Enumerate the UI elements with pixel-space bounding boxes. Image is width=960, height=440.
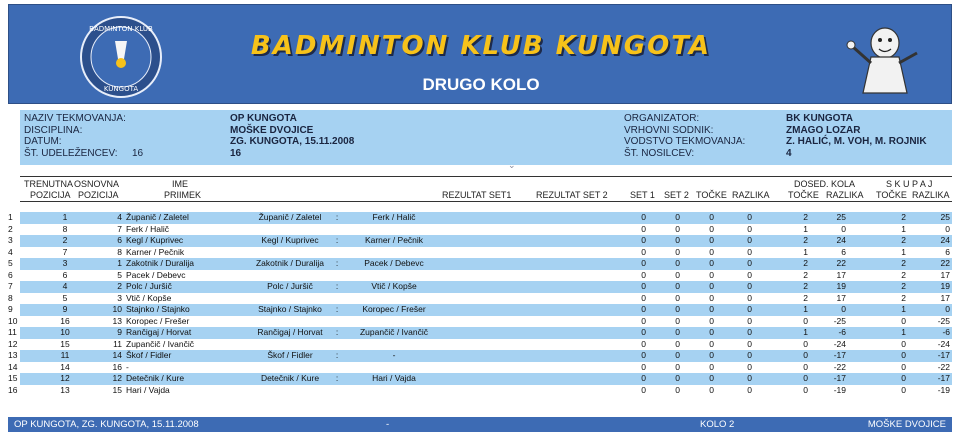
cell-dt: 0 — [803, 384, 808, 395]
logo-text-bottom: KUNGOTA — [103, 85, 139, 93]
cell-dr: -19 — [833, 384, 846, 395]
cell-dr: 25 — [836, 212, 846, 222]
cell-cur: 12 — [60, 373, 70, 383]
cell-s2: 0 — [675, 269, 680, 280]
cell-r: 0 — [747, 315, 752, 326]
cell-dt: 2 — [803, 235, 808, 245]
cell-dr: -17 — [833, 373, 846, 383]
cell-m-a: Polc / Juršič — [267, 281, 313, 291]
col-pozicija-base: POZICIJA — [78, 190, 119, 200]
cell-st: 0 — [901, 338, 906, 349]
cell-m-b: Zupančič / Ivančič — [359, 327, 429, 337]
col-ime: IME — [172, 179, 189, 189]
cell-m-a: Škof / Fidler — [267, 350, 313, 360]
cell-dr: 6 — [841, 246, 846, 257]
cell-sr: -19 — [937, 384, 950, 395]
cell-t: 0 — [709, 235, 714, 245]
cell-t: 0 — [709, 246, 714, 257]
page-footer — [8, 417, 952, 432]
cell-dr: 24 — [836, 235, 846, 245]
tournament-info — [20, 110, 952, 165]
cell-s1: 0 — [641, 223, 646, 234]
participants: 16 — [230, 147, 242, 159]
cell-m-b: Koropec / Frešer — [362, 304, 426, 314]
cell-st: 0 — [901, 315, 906, 326]
cell-base: 6 — [117, 235, 122, 245]
table-row — [8, 247, 952, 259]
info-right-labels — [624, 113, 745, 159]
cell-sr: 6 — [945, 246, 950, 257]
cell-r: 0 — [747, 235, 752, 245]
cell-st: 2 — [901, 258, 906, 268]
participants-inline: 16 — [132, 147, 144, 159]
info-label: ŠT. UDELEŽENCEV: — [24, 147, 118, 159]
table-row — [8, 339, 952, 351]
cell-sr: -6 — [942, 327, 950, 337]
cell-idx: 8 — [8, 292, 13, 303]
cell-r: 0 — [747, 373, 752, 383]
cell-m-b: Ferk / Halič — [372, 212, 416, 222]
cell-s1: 0 — [641, 258, 646, 268]
cell-idx: 15 — [8, 373, 18, 383]
cell-sr: 0 — [945, 304, 950, 314]
cell-dt: 0 — [803, 373, 808, 383]
cell-sep: : — [335, 258, 339, 268]
cell-sr: 17 — [940, 269, 950, 280]
cell-dr: 0 — [841, 304, 846, 314]
cell-base: 3 — [117, 292, 122, 303]
cell-r: 0 — [747, 338, 752, 349]
cell-sr: -22 — [937, 361, 950, 372]
cell-dr: -6 — [838, 327, 846, 337]
cell-base: 13 — [112, 315, 122, 326]
row-band — [20, 362, 952, 374]
cell-s2: 0 — [675, 361, 680, 372]
col-trenutna: TRENUTNA — [24, 179, 73, 189]
cell-idx: 11 — [8, 327, 17, 337]
col-rezultat-set1: REZULTAT SET1 — [442, 190, 512, 200]
cell-m-a: Zakotnik / Duralija — [255, 258, 325, 268]
footer-left: OP KUNGOTA, ZG. KUNGOTA, 15.11.2008 — [14, 419, 199, 430]
cell-s1: 0 — [641, 235, 646, 245]
info-label: VRHOVNI SODNIK: — [624, 124, 714, 136]
cell-s2: 0 — [675, 281, 680, 291]
cell-pair: Rančigaj / Horvat — [126, 327, 192, 337]
table-row — [8, 258, 952, 270]
info-label: VODSTVO TEKMOVANJA: — [624, 136, 746, 147]
cell-sr: -25 — [937, 315, 950, 326]
cell-cur: 7 — [62, 246, 68, 257]
cell-cur: 14 — [60, 361, 70, 372]
cell-pair: Polc / Juršič — [126, 281, 172, 291]
cell-r: 0 — [747, 223, 752, 234]
cell-r: 0 — [747, 327, 752, 337]
cell-t: 0 — [709, 361, 714, 372]
cell-st: 1 — [901, 327, 906, 337]
cell-idx: 12 — [8, 338, 18, 349]
cell-dr: 17 — [836, 269, 846, 280]
col-skupaj-tocke: TOČKE — [876, 190, 907, 200]
cell-base: 7 — [117, 223, 122, 234]
cell-idx: 13 — [8, 350, 18, 360]
table-row — [8, 304, 952, 316]
col-skupaj: S K U P A J — [886, 179, 933, 189]
cell-dt: 2 — [803, 258, 808, 268]
competition-name: OP KUNGOTA — [230, 113, 297, 124]
cell-s1: 0 — [641, 327, 646, 337]
cell-st: 2 — [901, 281, 906, 291]
seeds: 4 — [786, 147, 792, 159]
cell-st: 0 — [901, 350, 906, 360]
cell-m-a: Županič / Zaletel — [258, 212, 322, 222]
table-row — [8, 373, 952, 385]
info-label: DATUM: — [24, 136, 62, 147]
cell-t: 0 — [709, 384, 714, 395]
cell-s2: 0 — [675, 258, 680, 268]
cell-dr: -24 — [833, 338, 846, 349]
cell-dr: -22 — [833, 361, 846, 372]
cell-cur: 10 — [60, 327, 70, 337]
cell-idx: 10 — [8, 315, 18, 326]
management: Z. HALIĆ, M. VOH, M. ROJNIK — [786, 136, 927, 147]
col-dosed-razlika: RAZLIKA — [826, 190, 864, 200]
cell-idx: 9 — [8, 304, 13, 314]
cell-s2: 0 — [675, 315, 680, 326]
table-header — [20, 176, 952, 202]
cell-cur: 3 — [62, 258, 68, 268]
cell-s2: 0 — [675, 223, 680, 234]
cell-dt: 1 — [803, 304, 808, 314]
date: ZG. KUNGOTA, 15.11.2008 — [230, 136, 355, 147]
cell-r: 0 — [747, 350, 752, 360]
cell-idx: 1 — [8, 212, 13, 222]
info-label-row — [24, 147, 144, 160]
cell-t: 0 — [709, 223, 714, 234]
cell-st: 0 — [901, 361, 906, 372]
page-header — [8, 4, 952, 104]
table-row — [8, 350, 952, 362]
cell-cur: 8 — [62, 223, 68, 234]
table-row — [8, 293, 952, 305]
cell-dt: 2 — [803, 292, 808, 303]
cell-cur: 15 — [60, 338, 70, 349]
cell-m-a: Stajnko / Stajnko — [258, 304, 322, 314]
cell-s1: 0 — [641, 315, 646, 326]
col-tocke: TOČKE — [696, 190, 727, 200]
info-left-labels — [24, 113, 144, 159]
cell-r: 0 — [747, 246, 752, 257]
cell-st: 2 — [901, 269, 906, 280]
cell-t: 0 — [709, 212, 714, 222]
cell-s2: 0 — [675, 327, 680, 337]
col-set2: SET 2 — [664, 190, 689, 200]
cell-t: 0 — [709, 315, 714, 326]
cell-st: 2 — [901, 212, 906, 222]
cell-t: 0 — [709, 350, 714, 360]
cell-m-a: Detečnik / Kure — [260, 373, 320, 383]
col-razlika: RAZLIKA — [732, 190, 770, 200]
cell-cur: 9 — [62, 304, 68, 314]
footer-middle: - — [386, 419, 390, 430]
cell-dt: 1 — [803, 327, 808, 337]
cell-idx: 4 — [8, 246, 13, 257]
scan-mark: ⌄ — [508, 160, 516, 170]
cell-sep: : — [335, 304, 339, 314]
cell-dt: 1 — [803, 246, 808, 257]
cell-dt: 0 — [803, 361, 808, 372]
club-title: BADMINTON KLUB KUNGOTA — [250, 31, 712, 61]
cell-s1: 0 — [641, 281, 646, 291]
cell-s1: 0 — [641, 384, 646, 395]
info-right-values — [786, 113, 927, 159]
cell-idx: 16 — [8, 384, 18, 395]
col-rezultat-set2: REZULTAT SET 2 — [536, 190, 608, 200]
cell-sep: : — [335, 212, 339, 222]
cell-dr: -25 — [833, 315, 846, 326]
table-row — [8, 327, 952, 339]
cell-t: 0 — [709, 373, 714, 383]
cell-s2: 0 — [675, 246, 680, 257]
cell-s1: 0 — [641, 304, 646, 314]
cell-r: 0 — [747, 304, 752, 314]
col-osnovna: OSNOVNA — [74, 179, 120, 189]
table-row — [8, 385, 952, 397]
cell-pair: Vtič / Kopše — [126, 292, 172, 303]
cell-s2: 0 — [675, 338, 680, 349]
table-row — [8, 362, 952, 374]
cell-st: 1 — [901, 223, 906, 234]
cell-st: 1 — [901, 304, 906, 314]
cell-sep: : — [335, 350, 339, 360]
cell-base: 10 — [112, 304, 122, 314]
col-skupaj-razlika: RAZLIKA — [912, 190, 950, 200]
cell-sr: 17 — [940, 292, 950, 303]
cell-s1: 0 — [641, 269, 646, 280]
cell-s1: 0 — [641, 361, 646, 372]
cell-st: 0 — [901, 373, 906, 383]
cell-cur: 16 — [60, 315, 70, 326]
info-label: ŠT. NOSILCEV: — [624, 147, 695, 159]
cell-pair: Detečnik / Kure — [126, 373, 185, 383]
logo-text-top: BADMINTON KLUB — [89, 25, 153, 33]
cell-base: 4 — [117, 212, 122, 222]
cell-idx: 5 — [8, 258, 13, 268]
cell-s1: 0 — [641, 212, 646, 222]
round-title: DRUGO KOLO — [422, 75, 540, 94]
cell-sr: 22 — [940, 258, 950, 268]
cell-pair: Zupančič / Ivančič — [126, 338, 195, 349]
cell-sep: : — [335, 373, 339, 383]
cell-s1: 0 — [641, 373, 646, 383]
cell-idx: 6 — [8, 269, 13, 280]
cell-cur: 1 — [62, 212, 68, 222]
cell-pair: Karner / Pečnik — [126, 246, 185, 257]
cell-st: 2 — [901, 292, 906, 303]
cell-dr: 22 — [836, 258, 846, 268]
cell-sep: : — [335, 281, 339, 291]
table-row — [8, 235, 952, 247]
cell-cur: 11 — [60, 350, 70, 360]
cell-s1: 0 — [641, 338, 646, 349]
cell-pair: Koropec / Frešer — [126, 315, 190, 326]
cell-base: 5 — [117, 269, 122, 280]
cell-idx: 3 — [8, 235, 13, 245]
cell-st: 2 — [901, 235, 906, 245]
table-row — [8, 224, 952, 236]
cell-t: 0 — [709, 292, 714, 303]
cell-r: 0 — [747, 269, 752, 280]
cell-pair: Pacek / Debevc — [126, 269, 186, 280]
cell-t: 0 — [709, 258, 714, 268]
cell-dt: 0 — [803, 338, 808, 349]
cell-base: 16 — [112, 361, 122, 372]
cell-sr: 25 — [940, 212, 950, 222]
cell-base: 9 — [117, 327, 122, 337]
cell-base: 15 — [112, 384, 122, 395]
table-row — [8, 270, 952, 282]
info-label: NAZIV TEKMOVANJA: — [24, 113, 126, 124]
cell-s1: 0 — [641, 292, 646, 303]
cell-s2: 0 — [675, 304, 680, 314]
cell-dt: 2 — [803, 212, 808, 222]
cell-base: 8 — [117, 246, 122, 257]
cell-t: 0 — [709, 327, 714, 337]
footer-right: MOŠKE DVOJICE — [867, 419, 946, 430]
cell-cur: 4 — [62, 281, 68, 291]
cell-s1: 0 — [641, 350, 646, 360]
cell-dr: -17 — [833, 350, 846, 360]
cell-cur: 6 — [62, 269, 68, 280]
col-priimek: PRIIMEK — [164, 190, 202, 200]
cell-st: 1 — [901, 246, 906, 257]
col-set1: SET 1 — [630, 190, 655, 200]
cell-dr: 0 — [841, 223, 846, 234]
cell-r: 0 — [747, 384, 752, 395]
cell-s1: 0 — [641, 246, 646, 257]
info-label: ORGANIZATOR: — [624, 113, 700, 124]
cell-s2: 0 — [675, 292, 680, 303]
cell-sr: 24 — [940, 235, 950, 245]
cell-s2: 0 — [675, 384, 680, 395]
table-row — [8, 281, 952, 293]
cell-dr: 17 — [836, 292, 846, 303]
cell-dt: 2 — [803, 269, 808, 280]
cell-pair: Županič / Zaletel — [126, 212, 189, 222]
cell-base: 12 — [112, 373, 122, 383]
cell-base: 14 — [112, 350, 122, 360]
info-left-values — [230, 113, 354, 159]
cell-cur: 13 — [60, 384, 70, 395]
cell-base: 1 — [117, 258, 122, 268]
cell-s2: 0 — [675, 212, 680, 222]
cell-m-b: Pacek / Debevc — [364, 258, 424, 268]
cell-dt: 1 — [803, 223, 808, 234]
cell-m-a: Kegl / Kuprivec — [261, 235, 319, 245]
cell-pair: - — [126, 361, 129, 372]
cell-t: 0 — [709, 281, 714, 291]
cell-cur: 2 — [62, 235, 68, 245]
col-dosed-kola: DOSED. KOLA — [794, 179, 856, 189]
referee: ZMAGO LOZAR — [786, 124, 861, 136]
info-label: DISCIPLINA: — [24, 124, 83, 136]
cell-cur: 5 — [62, 292, 68, 303]
cell-pair: Kegl / Kuprivec — [126, 235, 184, 245]
cell-sr: -24 — [937, 338, 950, 349]
cell-m-a: Rančigaj / Horvat — [257, 327, 323, 337]
cell-sep: : — [335, 235, 339, 245]
col-pozicija-current: POZICIJA — [30, 190, 71, 200]
cell-r: 0 — [747, 212, 752, 222]
cell-pair: Zakotnik / Duralija — [126, 258, 195, 268]
cell-m-b: Vtič / Kopše — [371, 281, 417, 291]
cell-r: 0 — [747, 258, 752, 268]
cell-st: 0 — [901, 384, 906, 395]
cell-t: 0 — [709, 338, 714, 349]
table-row — [8, 316, 952, 328]
cell-dt: 2 — [803, 281, 808, 291]
cell-m-b: Hari / Vajda — [372, 373, 416, 383]
cell-dt: 0 — [803, 315, 808, 326]
cell-sep: : — [335, 327, 339, 337]
cell-sr: 19 — [940, 281, 950, 291]
cell-r: 0 — [747, 292, 752, 303]
discipline: MOŠKE DVOJICE — [230, 124, 314, 136]
col-dosed-tocke: TOČKE — [788, 190, 819, 200]
mascot-icon — [839, 13, 927, 99]
cell-pair: Stajnko / Stajnko — [126, 304, 190, 314]
cell-base: 11 — [113, 338, 122, 349]
results-table-body — [8, 212, 952, 396]
cell-base: 2 — [117, 281, 122, 291]
cell-pair: Hari / Vajda — [126, 384, 170, 395]
cell-s2: 0 — [675, 235, 680, 245]
cell-sr: 0 — [945, 223, 950, 234]
cell-pair: Škof / Fidler — [126, 350, 172, 360]
cell-idx: 14 — [8, 361, 18, 372]
cell-pair: Ferk / Halič — [126, 223, 169, 234]
cell-sr: -17 — [937, 350, 950, 360]
cell-idx: 2 — [8, 223, 13, 234]
cell-idx: 7 — [8, 281, 13, 291]
footer-kolo: KOLO 2 — [700, 419, 735, 430]
cell-s2: 0 — [675, 373, 680, 383]
cell-sr: -17 — [937, 373, 950, 383]
cell-t: 0 — [709, 304, 714, 314]
table-row — [8, 212, 952, 224]
organizer: BK KUNGOTA — [786, 113, 854, 124]
cell-dt: 0 — [803, 350, 808, 360]
cell-m-b: - — [392, 350, 396, 360]
cell-m-b: Karner / Pečnik — [364, 235, 424, 245]
cell-r: 0 — [747, 361, 752, 372]
cell-s2: 0 — [675, 350, 680, 360]
cell-r: 0 — [747, 281, 752, 291]
cell-dr: 19 — [836, 281, 846, 291]
cell-t: 0 — [709, 269, 714, 280]
